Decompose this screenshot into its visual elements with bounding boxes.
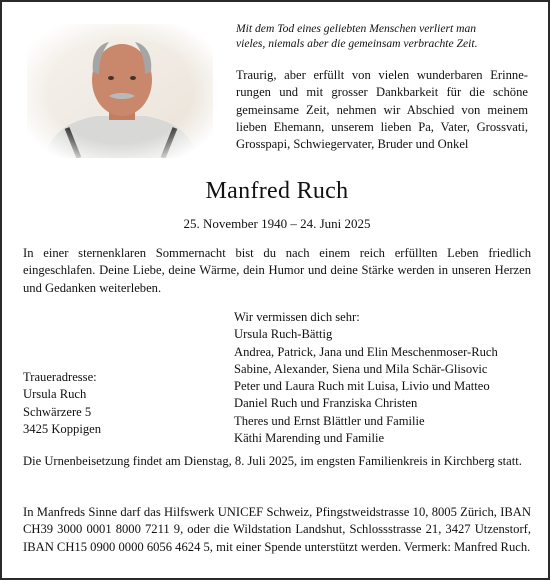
- donation-notice: In Manfreds Sinne darf das Hilfswerk UNICEF Schweiz, Pfingstweidstrasse 10, 8005 Zürich, IBAN CH39 3000 0001 8000 7211 9, oder die Wildstation Landshut, Schlossstrasse 21, 3427 Utzenstorf, IBAN CH15 0900 0000 6056 4624 5, mit einer Spende unterstützt werden. Vermerk: Manfred Ruch.: [23, 505, 531, 554]
- mourners-list: [234, 309, 534, 447]
- deceased-name: Manfred Ruch: [205, 178, 349, 204]
- mourning-address: [23, 369, 223, 438]
- tribute-paragraph: In einer sternenklaren Sommernacht bist du nach einem reich erfüllten Leben friedlich eingeschlafen. Deine Liebe, deine Wärme, dein Humor und deine Stärke werden in unseren Herzen und Gedanken weiterleben.: [23, 246, 531, 295]
- address-label: Traueradresse:: [23, 370, 97, 384]
- address-name: Ursula Ruch: [23, 387, 87, 402]
- life-dates: 25. November 1940 – 24. Juni 2025: [183, 216, 371, 231]
- mourner-name: Peter und Laura Ruch mit Luisa, Livio und Matteo: [234, 379, 490, 394]
- quote-line: Mit dem Tod eines geliebten Menschen verliert man: [236, 22, 477, 35]
- quote-line: vieles, niemals aber die gemeinsam verbrachte Zeit.: [236, 37, 478, 50]
- mourner-name: Daniel Ruch und Franziska Christen: [234, 396, 418, 411]
- mourner-name: Ursula Ruch-Bättig: [234, 327, 333, 342]
- mourner-name: Käthi Marending und Familie: [234, 431, 385, 446]
- mourner-name: Theres und Ernst Blättler und Familie: [234, 413, 425, 428]
- announcement-intro: Traurig, aber erfüllt von vielen wunderbaren Erinnerungen und mit grosser Dankbarkeit für die schöne gemeinsame Zeit, nehmen wir Abschied von meinem lieben Ehemann, unserem lieben Pa, Vater, Grossvati, Grosspapi, Schwiegervater, Bruder und Onkel: [236, 68, 528, 152]
- funeral-notice: Die Urnenbeisetzung findet am Dienstag, 8. Juli 2025, im engsten Familienkreis in Kirchberg statt.: [23, 454, 522, 468]
- mourner-name: Sabine, Alexander, Siena und Mila Schär-Glisovic: [234, 361, 488, 376]
- mourner-name: Andrea, Patrick, Jana und Elin Meschenmoser-Ruch: [234, 344, 498, 359]
- address-street: Schwärzere 5: [23, 404, 92, 419]
- address-city: 3425 Koppigen: [23, 421, 102, 436]
- memorial-quote: [236, 21, 528, 51]
- portrait-photo: [27, 24, 213, 158]
- mourners-heading: Wir vermissen dich sehr:: [234, 310, 360, 324]
